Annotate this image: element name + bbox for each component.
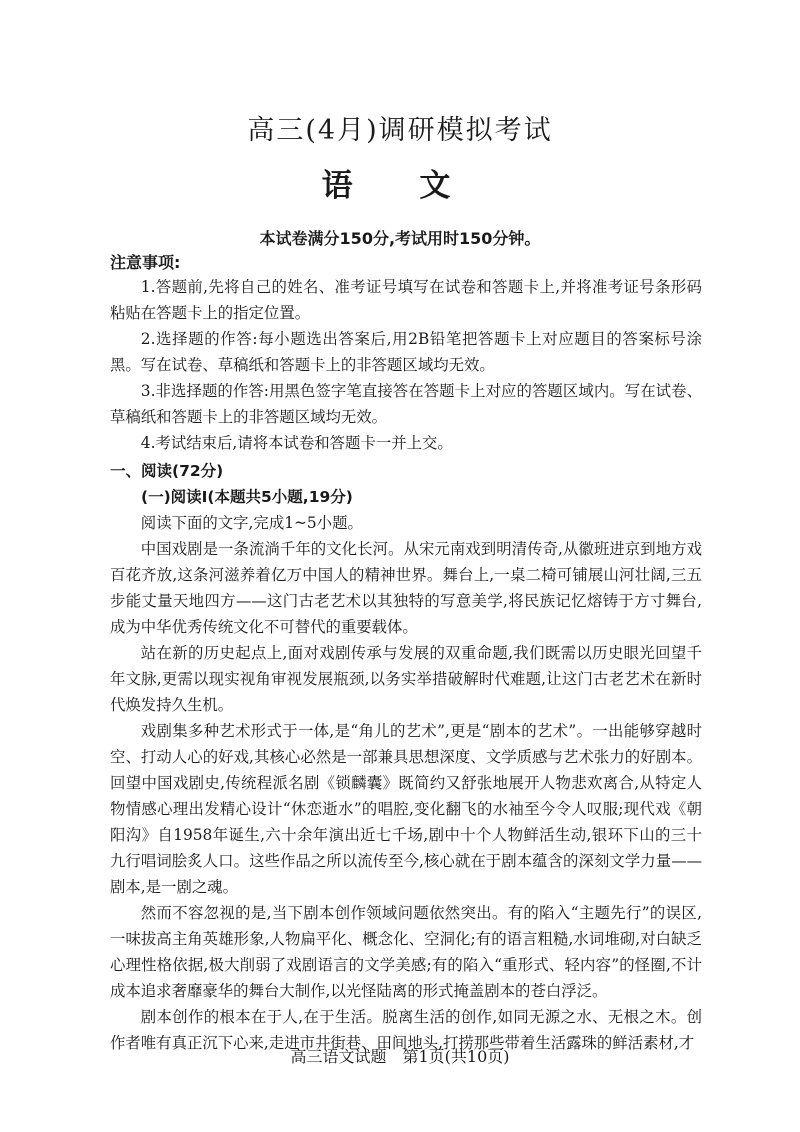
- passage-paragraph-2: 站在新的历史起点上,面对戏剧传承与发展的双重命题,我们既需以历史眼光回望千年文脉,更需以现实视角审视发展瓶颈,以务实举措破解时代难题,让这门古老艺术在新时代焕发持久生机。: [110, 644, 702, 714]
- notice-heading: 注意事项:: [110, 253, 181, 272]
- passage-paragraph-3: 戏剧集多种艺术形式于一体,是“角儿的艺术”,更是“剧本的艺术”。一出能够穿越时空、打动人心的好戏,其核心必然是一部兼具思想深度、文学质感与艺术张力的好剧本。回望中国戏剧史,传统程派名剧《锁麟囊》既简约又舒张地展开人物悲欢离合,从特定人物情感心理出发精心设计“休恋逝水”的唱腔,变化翻飞的水袖至今令人叹服;现代戏《朝阳沟》自1958年诞生,六十余年演出近七千场,剧中十个人物鲜活生动,银环下山的三十九行唱词脍炙人口。这些作品之所以流传至今,核心就在于剧本蕴含的深刻文学力量——剧本,是一剧之魂。: [110, 722, 702, 896]
- notice-item-2: 2.选择题的作答:每小题选出答案后,用2B铅笔把答题卡上对应题目的答案标号涂黑。写在试卷、草稿纸和答题卡上的非答题区域均无效。: [110, 330, 702, 374]
- exam-title: 高三(4月)调研模拟考试: [247, 115, 553, 146]
- reading-section: [110, 458, 702, 1056]
- score-and-time-line: 本试卷满分150分,考试用时150分钟。: [259, 229, 541, 248]
- notice-list: [110, 274, 702, 456]
- notice-item-3: 3.非选择题的作答:用黑色签字笔直接答在答题卡上对应的答题区域内。写在试卷、草稿纸和答题卡上的非答题区域均无效。: [110, 382, 702, 426]
- sub-section-heading: (一)阅读Ⅰ(本题共5小题,19分): [141, 488, 353, 506]
- page-footer: 高三语文试题 第1页(共10页): [290, 1047, 510, 1066]
- notice-item-1: 1.答题前,先将自己的姓名、准考证号填写在试卷和答题卡上,并将准考证号条形码粘贴在答题卡上的指定位置。: [110, 278, 702, 322]
- reading-instruction: 阅读下面的文字,完成1~5小题。: [140, 514, 363, 532]
- notice-item-4: 4.考试结束后,请将本试卷和答题卡一并上交。: [140, 434, 453, 452]
- section-heading: 一、阅读(72分): [110, 462, 224, 480]
- passage-paragraph-1: 中国戏剧是一条流淌千年的文化长河。从宋元南戏到明清传奇,从徽班进京到地方戏百花齐放,这条河滋养着亿万中国人的精神世界。舞台上,一桌二椅可铺展山河壮阔,三五步能丈量天地四方——这门古老艺术以其独特的写意美学,将民族记忆熔铸于方寸舞台,成为中华优秀传统文化不可替代的重要载体。: [110, 540, 702, 636]
- passage-paragraph-4: 然而不容忽视的是,当下剧本创作领域问题依然突出。有的陷入“主题先行”的误区,一味拔高主角英雄形象,人物扁平化、概念化、空洞化;有的语言粗糙,水词堆砌,对白缺乏心理性格依据,极大削弱了戏剧语言的文学美感;有的陷入“重形式、轻内容”的怪圈,不计成本追求奢靡豪华的舞台大制作,以光怪陆离的形式掩盖剧本的苍白浮泛。: [110, 904, 702, 1000]
- subject-title: 语 文: [321, 168, 479, 204]
- passage-paragraph-5: 剧本创作的根本在于人,在于生活。脱离生活的创作,如同无源之水、无根之木。创作者唯有真正沉下心来,走进市井街巷、田间地头,打捞那些带着生活露珠的鲜活素材,才: [110, 1008, 702, 1052]
